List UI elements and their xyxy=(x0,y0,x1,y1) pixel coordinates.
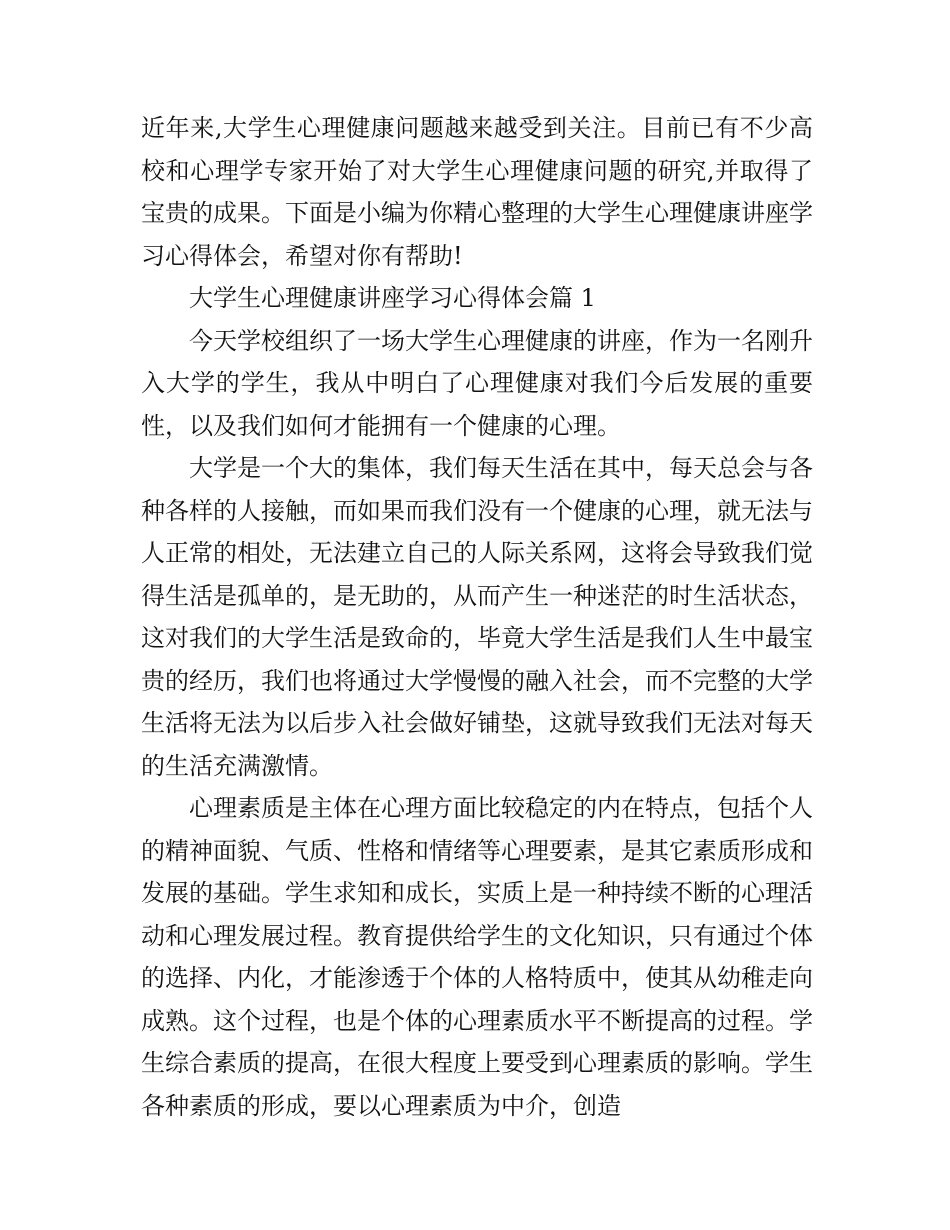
body-paragraph-3: 心理素质是主体在心理方面比较稳定的内在特点，包括个人的精神面貌、气质、性格和情绪等心理要素，是其它素质形成和发展的基础。学生求知和成长，实质上是一种持续不断的心理活动和心理发展过程。教育提供给学生的文化知识，只有通过个体的选择、内化，才能渗透于个体的人格特质中，使其从幼稚走向成熟。这个过程，也是个体的心理素质水平不断提高的过程。学生综合素质的提高，在很大程度上要受到心理素质的影响。学生各种素质的形成，要以心理素质为中介，创造 xyxy=(141,794,813,1120)
section-title: 大学生心理健康讲座学习心得体会篇 1 xyxy=(189,284,596,312)
body-paragraph-2: 大学是一个大的集体，我们每天生活在其中，每天总会与各种各样的人接触，而如果而我们没有一个健康的心理，就无法与人正常的相处，无法建立自己的人际关系网，这将会导致我们觉得生活是孤单的，是无助的，从而产生一种迷茫的时生活状态，这对我们的大学生活是致命的，毕竟大学生活是我们人生中最宝贵的经历，我们也将通过大学慢慢的融入社会，而不完整的大学生活将无法为以后步入社会做好铺垫，这就导致我们无法对每天的生活充满激情。 xyxy=(141,454,813,780)
intro-paragraph: 近年来,大学生心理健康问题越来越受到关注。目前已有不少高校和心理学专家开始了对大学生心理健康问题的研究,并取得了宝贵的成果。下面是小编为你精心整理的大学生心理健康讲座学习心得体会，希望对你有帮助! xyxy=(141,114,813,270)
document-body xyxy=(141,107,813,1127)
body-paragraph-1: 今天学校组织了一场大学生心理健康的讲座，作为一名刚升入大学的学生，我从中明白了心理健康对我们今后发展的重要性，以及我们如何才能拥有一个健康的心理。 xyxy=(141,326,813,440)
